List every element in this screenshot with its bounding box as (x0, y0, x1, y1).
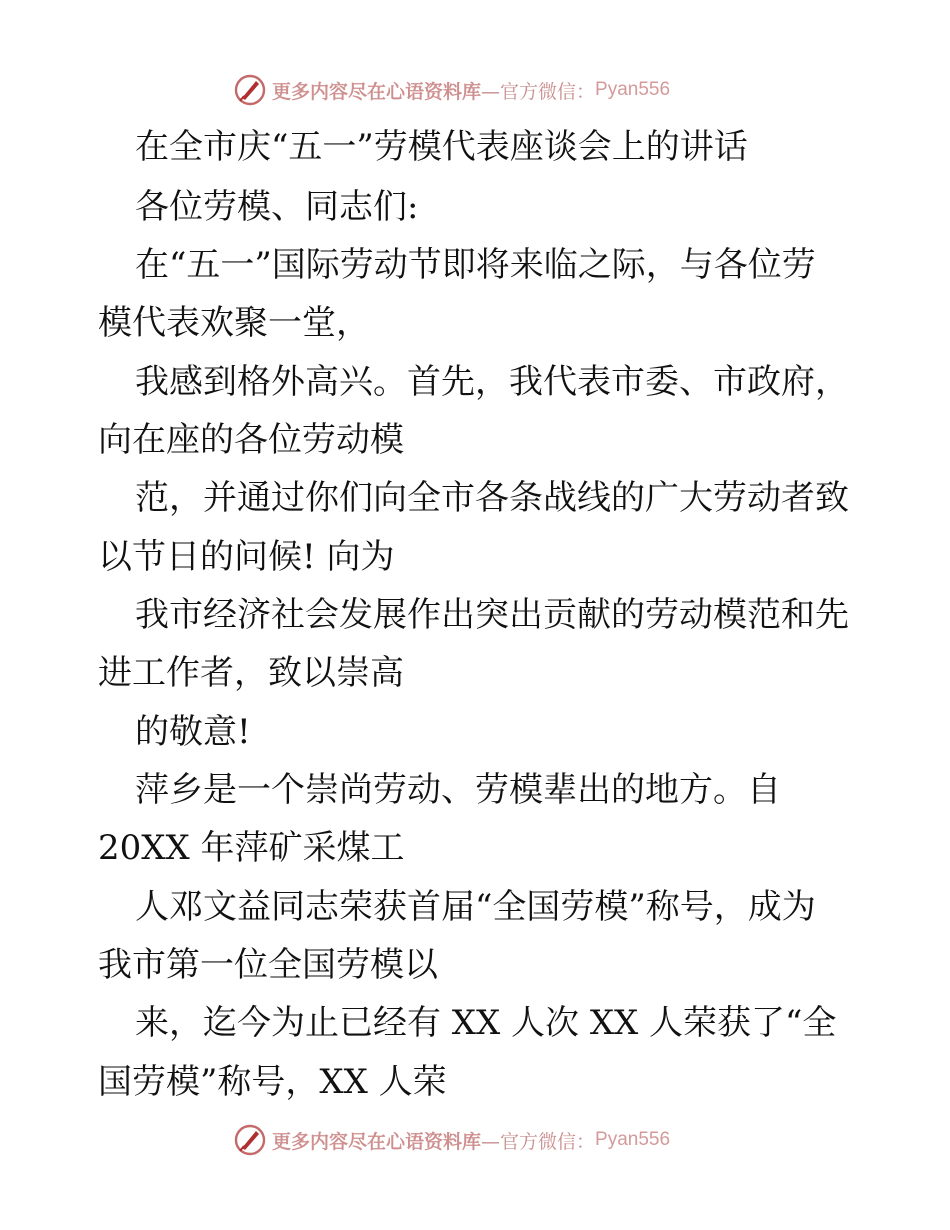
paragraph-line: 来，迄今为止已经有 XX 人次 XX 人荣获了“全 (135, 1003, 837, 1043)
salutation: 各位劳模、同志们: (135, 187, 419, 227)
paragraph-line: 萍乡是一个崇尚劳动、劳模辈出的地方。自 (135, 770, 781, 810)
paragraph-line: 国劳模”称号，XX 人荣 (98, 1062, 447, 1102)
speech-title: 在全市庆“五一”劳模代表座谈会上的讲话 (135, 127, 748, 167)
paragraph-line: 在“五一”国际劳动节即将来临之际，与各位劳 (135, 245, 816, 285)
header-watermark-banner (232, 70, 670, 110)
paragraph-line: 我市经济社会发展作出突出贡献的劳动模范和先 (135, 595, 849, 635)
quill-logo-icon (232, 1122, 268, 1158)
banner-separator: —官方微信： (481, 80, 596, 103)
paragraph-line: 以节日的问候! 向为 (98, 537, 395, 577)
paragraph-line: 20XX 年萍矿采煤工 (98, 828, 405, 868)
paragraph-line: 向在座的各位劳动模 (98, 420, 404, 460)
paragraph-line: 人邓文益同志荣获首届“全国劳模”称号，成为 (135, 887, 816, 927)
footer-watermark-banner (232, 1120, 670, 1160)
paragraph-line: 范，并通过你们向全市各条战线的广大劳动者致 (135, 478, 849, 518)
paragraph-line: 我市第一位全国劳模以 (98, 945, 438, 985)
banner-separator: —官方微信： (481, 1130, 596, 1153)
quill-logo-icon (232, 72, 268, 108)
banner-wechat-handle: Pyan556 (595, 1129, 671, 1150)
paragraph-line: 我感到格外高兴。首先，我代表市委、市政府， (135, 362, 849, 402)
paragraph-line: 模代表欢聚一堂， (98, 303, 370, 343)
paragraph-line: 进工作者，致以崇高 (98, 653, 404, 693)
banner-text: 更多内容尽在心语资料库 (272, 80, 482, 103)
banner-text: 更多内容尽在心语资料库 (272, 1130, 482, 1153)
paragraph-line: 的敬意! (135, 712, 251, 752)
banner-wechat-handle: Pyan556 (595, 79, 671, 100)
